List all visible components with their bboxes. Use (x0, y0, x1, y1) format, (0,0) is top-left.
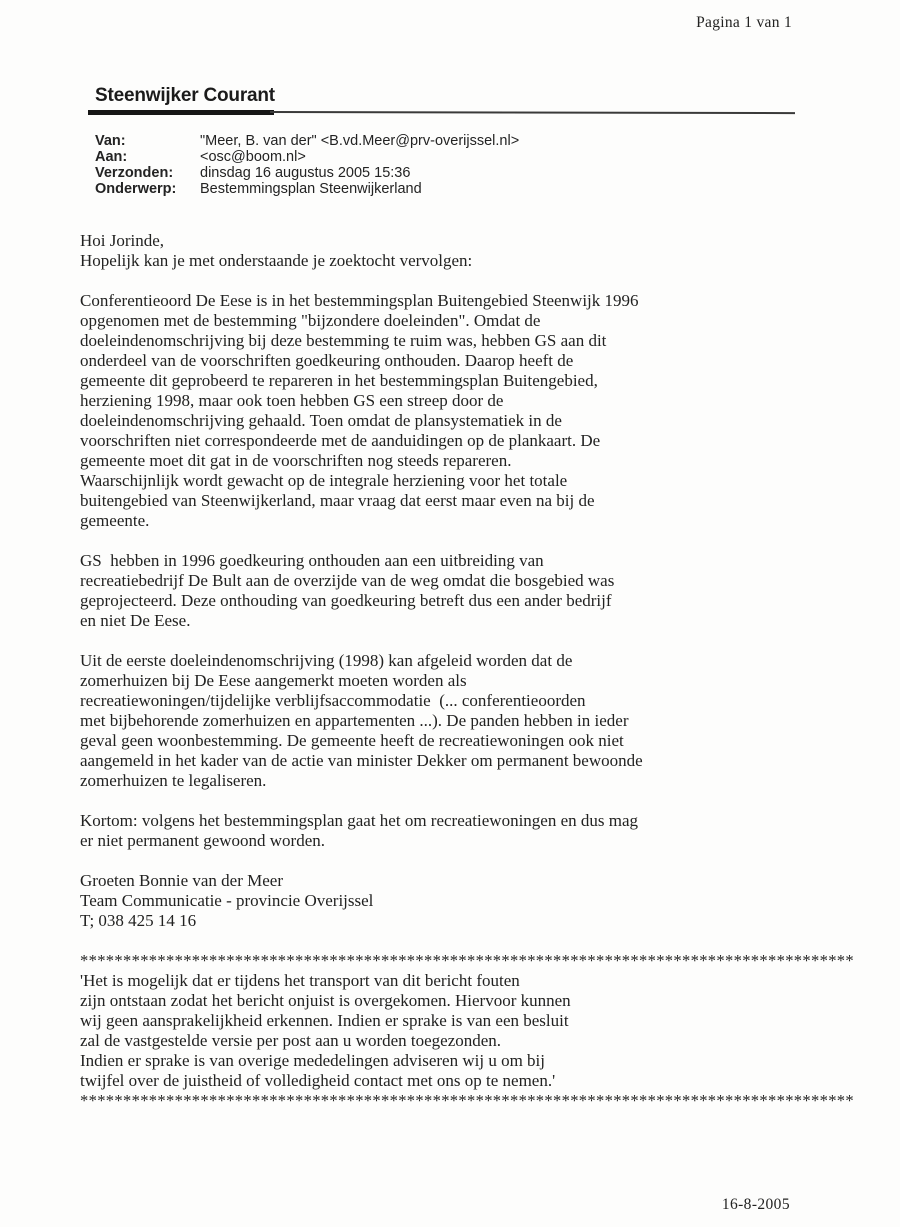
masthead-underline (88, 110, 795, 118)
from-field-value: "Meer, B. van der" <B.vd.Meer@prv-overijssel.nl> (200, 133, 520, 149)
from-field-label: Van: (95, 133, 126, 149)
email-header-row-from (95, 133, 519, 149)
signature: Groeten Bonnie van der Meer Team Communicatie - provincie Overijssel T; 038 425 14 16 (80, 871, 374, 930)
email-header-row-subject (95, 181, 519, 197)
email-header-row-to (95, 149, 519, 165)
to-field-label: Aan: (95, 149, 128, 165)
sent-field-label: Verzonden: (95, 165, 174, 181)
email-body (80, 231, 854, 1111)
greeting: Hoi Jorinde, Hopelijk kan je met onderstaande je zoektocht vervolgen: (80, 231, 473, 270)
paragraph-2: GS hebben in 1996 goedkeuring onthouden aan een uitbreiding van recreatiebedrijf De Bult aan de overzijde van de weg omdat die bosgebied was geprojecteerd. Deze onthouding van goedkeuring betreft dus een ander bedrijf en niet De Eese. (80, 551, 615, 630)
email-header-row-sent (95, 165, 519, 181)
thick-rule (88, 110, 274, 115)
sent-field-value: dinsdag 16 augustus 2005 15:36 (200, 165, 411, 181)
page-number-indicator: Pagina 1 van 1 (696, 14, 792, 31)
newspaper-title: Steenwijker Courant (95, 85, 275, 106)
paragraph-1: Conferentieoord De Eese is in het bestemmingsplan Buitengebied Steenwijk 1996 opgenomen met de bestemming "bijzondere doeleinden". Omdat de doeleindenomschrijving bij deze bestemming te ruim was, hebben GS aan dit onderdeel van de voorschriften goedkeuring onthouden. Daarop heeft de gemeente dit geprobeerd te repareren in het bestemmingsplan Buitengebied, herziening 1998, maar ook toen hebben GS een streep door de doeleindenomschrijving gehaald. Toen omdat de plansystematiek in de voorschriften niet correspondeerde met de aanduidingen op de plankaart. De gemeente moet dit gat in de voorschriften nog steeds repareren. Waarschijnlijk wordt gewacht op de integrale herziening voor het totale buitengebied van Steenwijkerland, maar vraag dat eerst maar even na bij de gemeente. (80, 291, 639, 530)
subject-field-label: Onderwerp: (95, 181, 177, 197)
paragraph-4: Kortom: volgens het bestemmingsplan gaat het om recreatiewoningen en dus mag er niet permanent gewoond worden. (80, 811, 639, 850)
subject-field-value: Bestemmingsplan Steenwijkerland (200, 181, 422, 197)
paragraph-3: Uit de eerste doeleindenomschrijving (1998) kan afgeleid worden dat de zomerhuizen bij De Eese aangemerkt moeten worden als recreatiewoningen/tijdelijke verblijfsaccommodatie (... conferentieoorden met bijbehorende zomerhuizen en appartementen ...). De panden hebben in ieder geval geen woonbestemming. De gemeente heeft de recreatiewoningen ook niet aangemeld in het kader van de actie van minister Dekker om permanent bewoonde zomerhuizen te legaliseren. (80, 651, 643, 790)
stars-divider-top: ****************************************************************************************** (80, 951, 854, 970)
masthead (88, 85, 795, 118)
email-header-fields (95, 133, 519, 197)
date-footer: 16-8-2005 (721, 1196, 790, 1213)
disclaimer (80, 951, 854, 1111)
stars-divider-bottom: ****************************************************************************************** (80, 1091, 854, 1110)
disclaimer-text: 'Het is mogelijk dat er tijdens het transport van dit bericht fouten zijn ontstaan zodat het bericht onjuist is overgekomen. Hiervoor kunnen wij geen aansprakelijkheid erkennen. Indien er sprake is van een besluit zal de vastgestelde versie per post aan u worden toegezonden. Indien er sprake is van overige mededelingen adviseren wij u om bij twijfel over de juistheid of volledigheid contact met ons op te nemen.' (80, 971, 571, 1090)
thin-rule (270, 111, 795, 114)
to-field-value: <osc@boom.nl> (200, 149, 306, 165)
